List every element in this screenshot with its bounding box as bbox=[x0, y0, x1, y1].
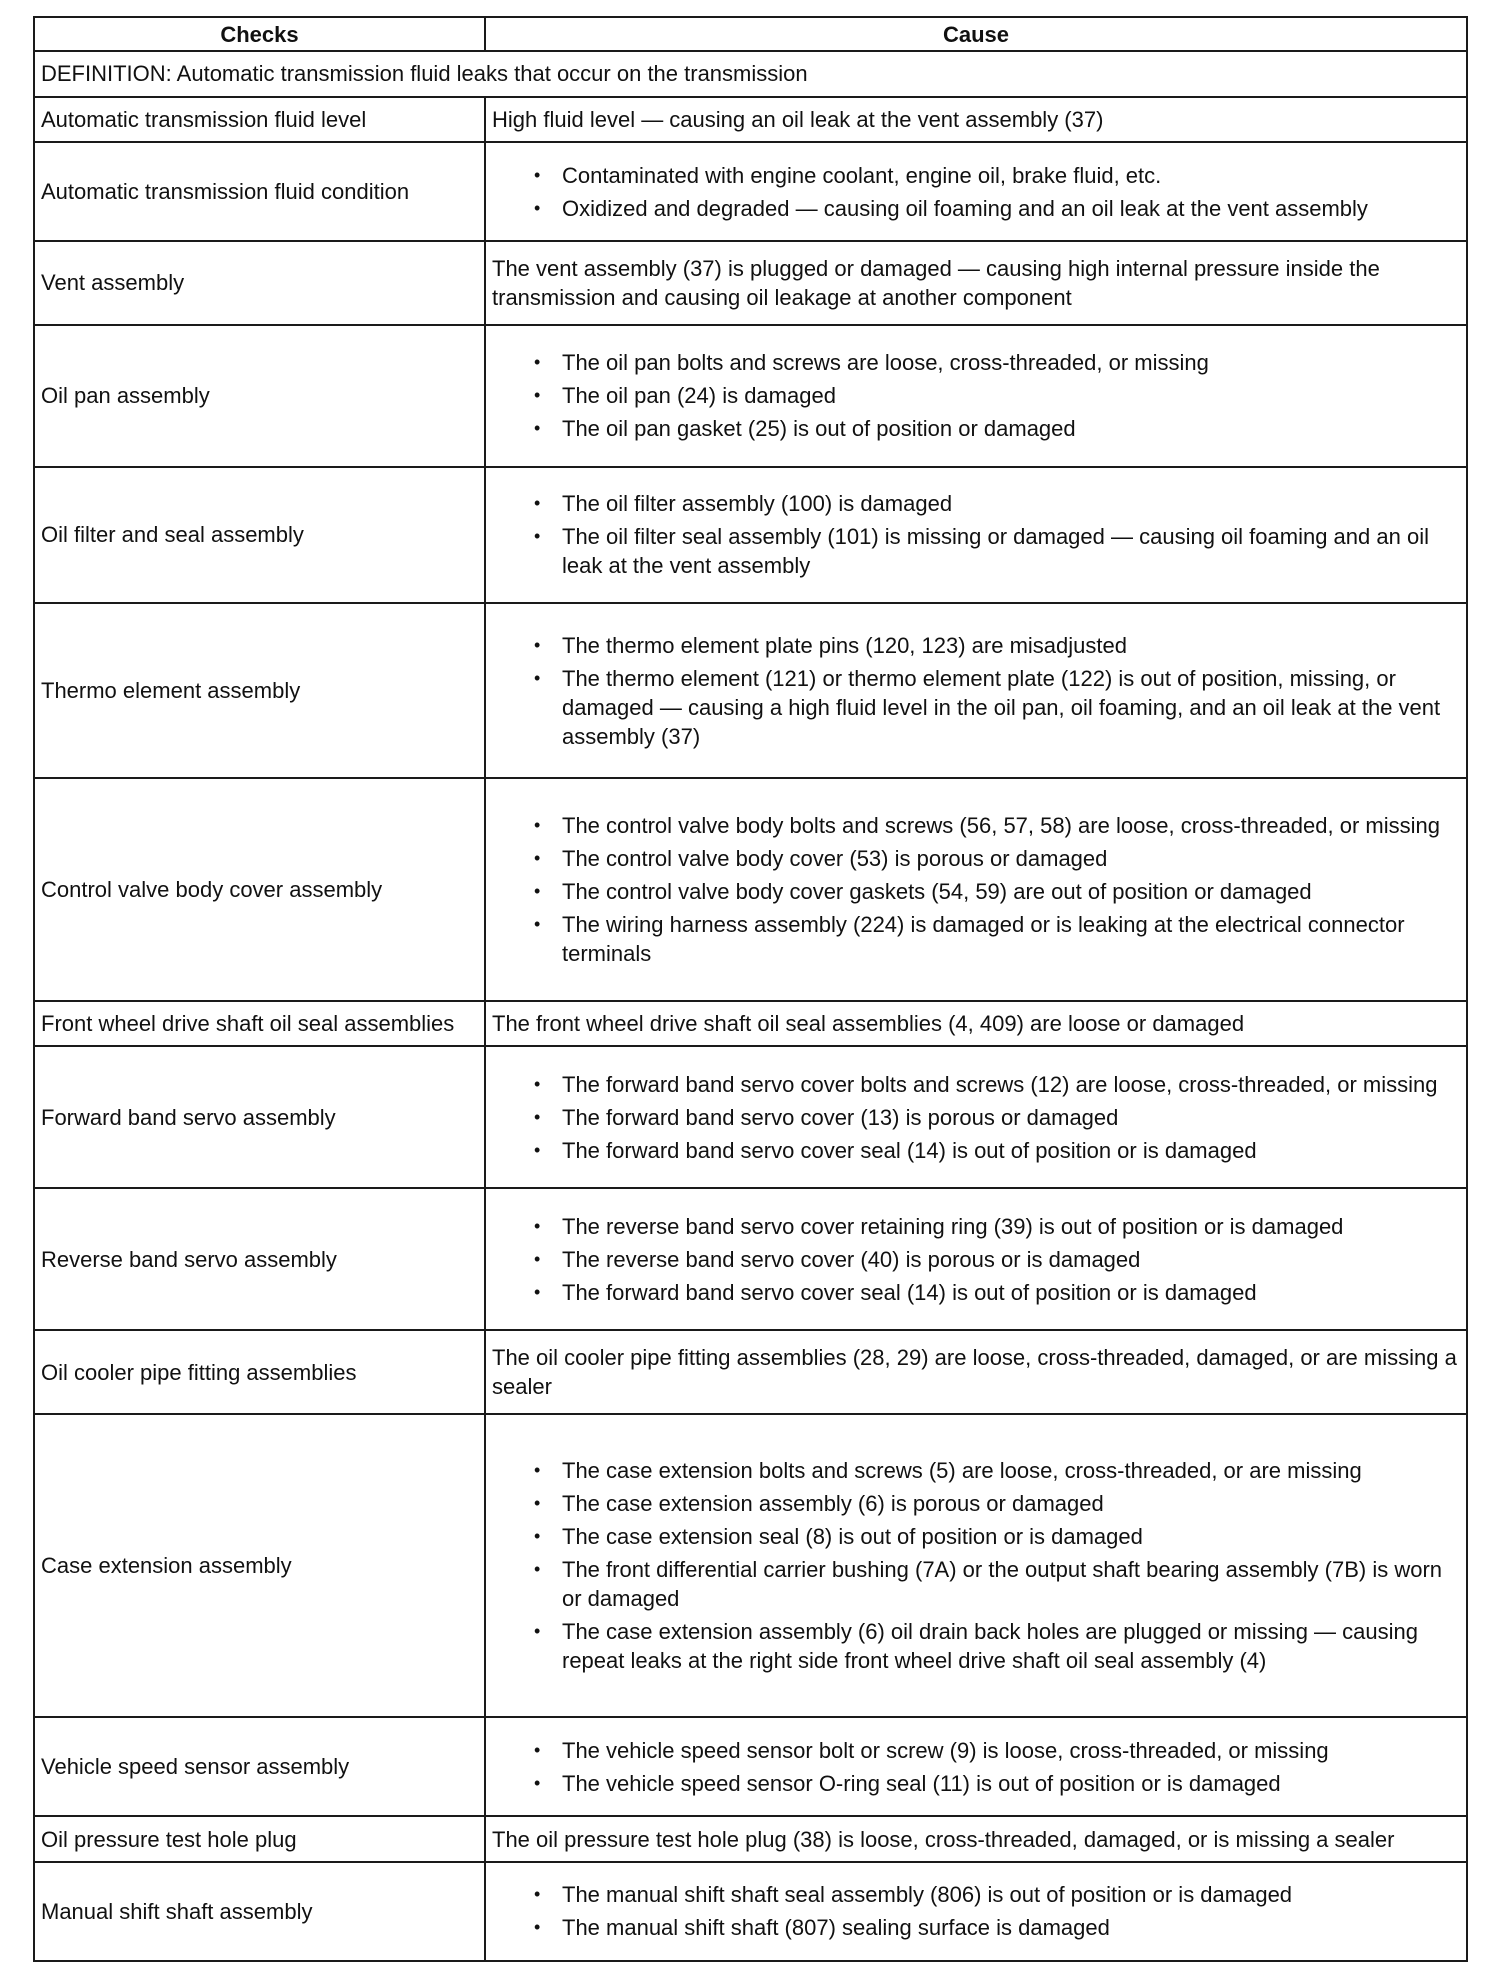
cause-cell bbox=[485, 1862, 1467, 1961]
cause-list-item: • The vehicle speed sensor O-ring seal (11) is out of position or is damaged bbox=[532, 1769, 1460, 1798]
table-row bbox=[34, 1001, 1467, 1047]
check-cell: Manual shift shaft assembly bbox=[34, 1862, 485, 1961]
check-cell: Oil filter and seal assembly bbox=[34, 467, 485, 604]
cause-list-item: • The forward band servo cover bolts and screws (12) are loose, cross-threaded, or missing bbox=[532, 1070, 1460, 1099]
cause-list-item: • The forward band servo cover (13) is porous or damaged bbox=[532, 1103, 1460, 1132]
table-row bbox=[34, 778, 1467, 1001]
cause-list-item: • The control valve body cover (53) is porous or damaged bbox=[532, 844, 1460, 873]
cause-list-item: • The thermo element plate pins (120, 123) are misadjusted bbox=[532, 631, 1460, 660]
cause-cell: High fluid level — causing an oil leak at the vent assembly (37) bbox=[485, 97, 1467, 143]
cause-list-item: • The manual shift shaft seal assembly (806) is out of position or is damaged bbox=[532, 1880, 1460, 1909]
cause-list-item: • The case extension seal (8) is out of position or is damaged bbox=[532, 1522, 1460, 1551]
cause-list-item: • The forward band servo cover seal (14) is out of position or is damaged bbox=[532, 1136, 1460, 1165]
cause-list bbox=[492, 1070, 1460, 1165]
cause-list-item: • The oil filter assembly (100) is damaged bbox=[532, 489, 1460, 518]
table-row bbox=[34, 1188, 1467, 1330]
cause-cell bbox=[485, 1717, 1467, 1816]
check-cell: Automatic transmission fluid condition bbox=[34, 142, 485, 241]
table-row bbox=[34, 603, 1467, 778]
cause-list bbox=[492, 1736, 1460, 1798]
check-cell: Vehicle speed sensor assembly bbox=[34, 1717, 485, 1816]
cause-list bbox=[492, 348, 1460, 443]
cause-cell bbox=[485, 467, 1467, 604]
cause-cell: The oil pressure test hole plug (38) is loose, cross-threaded, damaged, or is missing a sealer bbox=[485, 1816, 1467, 1862]
cause-list-item: • The front differential carrier bushing (7A) or the output shaft bearing assembly (7B) is worn or damaged bbox=[532, 1555, 1460, 1613]
cause-list bbox=[492, 1212, 1460, 1307]
cause-column-header: Cause bbox=[485, 17, 1467, 51]
cause-list-item: • The case extension bolts and screws (5) are loose, cross-threaded, or are missing bbox=[532, 1456, 1460, 1485]
check-cell: Case extension assembly bbox=[34, 1414, 485, 1718]
cause-cell: The vent assembly (37) is plugged or damaged — causing high internal pressure inside the transmission and causing oil leakage at another component bbox=[485, 241, 1467, 324]
cause-cell bbox=[485, 603, 1467, 778]
table-row bbox=[34, 1717, 1467, 1816]
check-cell: Automatic transmission fluid level bbox=[34, 97, 485, 143]
cause-list bbox=[492, 811, 1460, 968]
cause-cell bbox=[485, 1414, 1467, 1718]
check-cell: Front wheel drive shaft oil seal assemblies bbox=[34, 1001, 485, 1047]
cause-list-item: • The oil filter seal assembly (101) is missing or damaged — causing oil foaming and an oil leak at the vent assembly bbox=[532, 522, 1460, 580]
cause-list-item: • The reverse band servo cover retaining ring (39) is out of position or is damaged bbox=[532, 1212, 1460, 1241]
table-row bbox=[34, 142, 1467, 241]
table-row bbox=[34, 325, 1467, 467]
cause-list-item: • The wiring harness assembly (224) is damaged or is leaking at the electrical connector terminals bbox=[532, 910, 1460, 968]
cause-list-item: • The manual shift shaft (807) sealing surface is damaged bbox=[532, 1913, 1460, 1942]
cause-list-item: • The oil pan bolts and screws are loose, cross-threaded, or missing bbox=[532, 348, 1460, 377]
checks-column-header: Checks bbox=[34, 17, 485, 51]
check-cell: Thermo element assembly bbox=[34, 603, 485, 778]
table-row bbox=[34, 467, 1467, 604]
table-row bbox=[34, 97, 1467, 143]
cause-cell bbox=[485, 1188, 1467, 1330]
table-row bbox=[34, 241, 1467, 324]
cause-cell: The oil cooler pipe fitting assemblies (28, 29) are loose, cross-threaded, damaged, or are missing a sealer bbox=[485, 1330, 1467, 1413]
cause-list bbox=[492, 1880, 1460, 1942]
cause-cell bbox=[485, 142, 1467, 241]
cause-list-item: • The case extension assembly (6) is porous or damaged bbox=[532, 1489, 1460, 1518]
cause-list-item: • The forward band servo cover seal (14) is out of position or is damaged bbox=[532, 1278, 1460, 1307]
table-body bbox=[34, 51, 1467, 1961]
cause-list-item: • Contaminated with engine coolant, engine oil, brake fluid, etc. bbox=[532, 161, 1460, 190]
cause-cell bbox=[485, 1046, 1467, 1188]
cause-cell bbox=[485, 778, 1467, 1001]
cause-list bbox=[492, 1456, 1460, 1675]
check-cell: Vent assembly bbox=[34, 241, 485, 324]
cause-cell: The front wheel drive shaft oil seal assemblies (4, 409) are loose or damaged bbox=[485, 1001, 1467, 1047]
table-row bbox=[34, 1816, 1467, 1862]
table-row bbox=[34, 1046, 1467, 1188]
table-row bbox=[34, 1330, 1467, 1413]
check-cell: Control valve body cover assembly bbox=[34, 778, 485, 1001]
cause-list-item: • The oil pan (24) is damaged bbox=[532, 381, 1460, 410]
cause-list-item: • The control valve body bolts and screws (56, 57, 58) are loose, cross-threaded, or missing bbox=[532, 811, 1460, 840]
check-cell: Oil cooler pipe fitting assemblies bbox=[34, 1330, 485, 1413]
diagnostic-table bbox=[33, 16, 1468, 1962]
table-row bbox=[34, 1862, 1467, 1961]
header-row bbox=[34, 17, 1467, 51]
cause-list bbox=[492, 161, 1460, 223]
definition-text: DEFINITION: Automatic transmission fluid leaks that occur on the transmission bbox=[34, 51, 1467, 97]
definition-row bbox=[34, 51, 1467, 97]
cause-list-item: • The oil pan gasket (25) is out of position or damaged bbox=[532, 414, 1460, 443]
cause-list-item: • The control valve body cover gaskets (54, 59) are out of position or damaged bbox=[532, 877, 1460, 906]
diagnostic-table-sheet bbox=[33, 16, 1468, 1962]
cause-list-item: • The reverse band servo cover (40) is porous or is damaged bbox=[532, 1245, 1460, 1274]
cause-list bbox=[492, 489, 1460, 580]
cause-list-item: • Oxidized and degraded — causing oil foaming and an oil leak at the vent assembly bbox=[532, 194, 1460, 223]
cause-list-item: • The vehicle speed sensor bolt or screw (9) is loose, cross-threaded, or missing bbox=[532, 1736, 1460, 1765]
check-cell: Oil pressure test hole plug bbox=[34, 1816, 485, 1862]
check-cell: Reverse band servo assembly bbox=[34, 1188, 485, 1330]
table-row bbox=[34, 1414, 1467, 1718]
check-cell: Forward band servo assembly bbox=[34, 1046, 485, 1188]
cause-list-item: • The case extension assembly (6) oil drain back holes are plugged or missing — causing repeat leaks at the right side front wheel drive shaft oil seal assembly (4) bbox=[532, 1617, 1460, 1675]
check-cell: Oil pan assembly bbox=[34, 325, 485, 467]
cause-list-item: • The thermo element (121) or thermo element plate (122) is out of position, missing, or damaged — causing a high fluid level in the oil pan, oil foaming, and an oil leak at the vent assembly (37) bbox=[532, 664, 1460, 751]
cause-list bbox=[492, 631, 1460, 751]
cause-cell bbox=[485, 325, 1467, 467]
